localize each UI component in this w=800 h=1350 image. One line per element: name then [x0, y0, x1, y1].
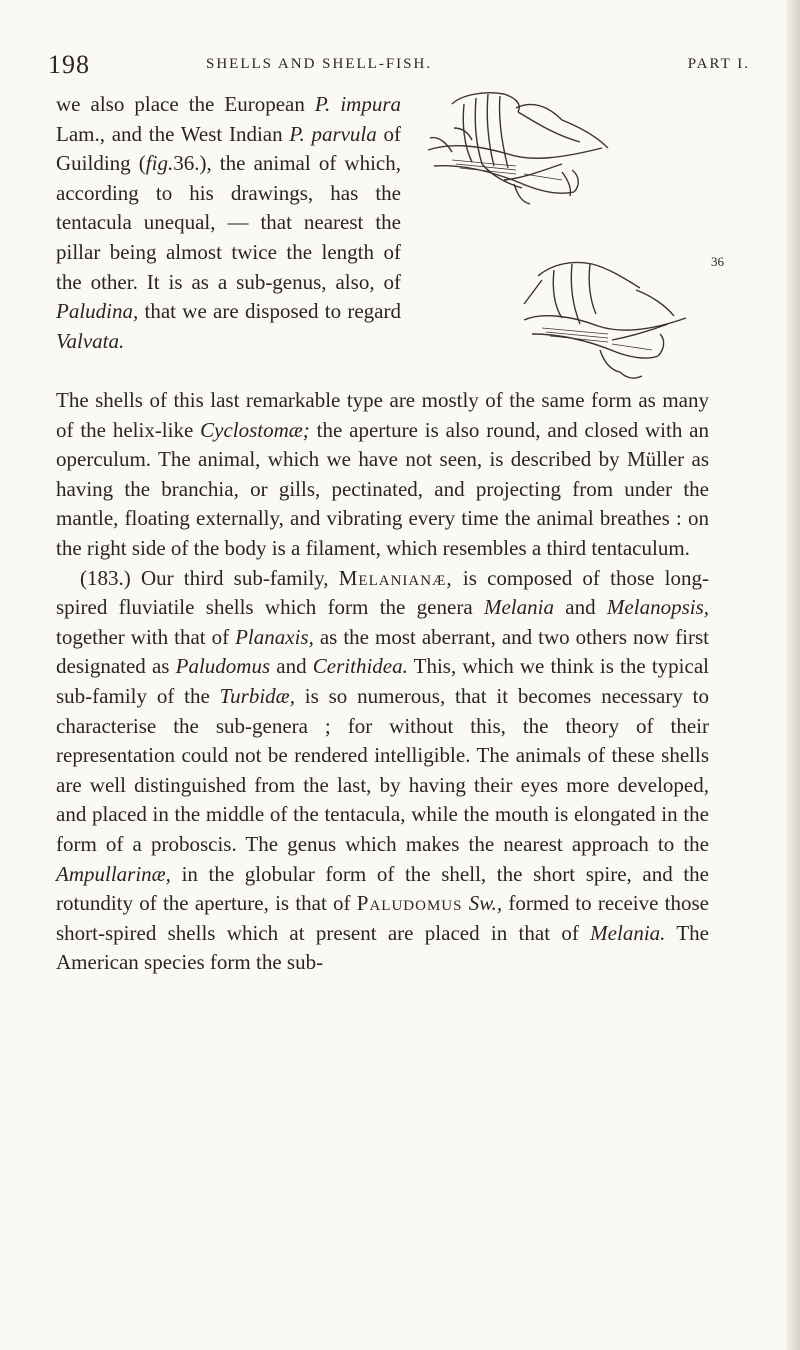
italic-run: Valvata. — [56, 328, 125, 353]
text-run: of Guilding ( — [56, 121, 402, 176]
italic-run: Cerithidea. — [312, 654, 408, 679]
text-run: in the globular form of the shell, the short spire, and the rotundity of the aperture, is that of — [56, 861, 709, 916]
text-run: The American species form the sub- — [56, 920, 709, 975]
small-caps-run: Melanianæ, — [338, 565, 453, 590]
text-run: that we are disposed to regard — [138, 299, 401, 324]
text-beside-figure — [56, 90, 401, 356]
italic-run: Sw., — [468, 891, 503, 916]
text-run: 36.), the animal of which, according to his drawings, has the tentacula unequal, — that nearest the pillar being almost twice the length of the other. It is as a sub-genus, also, of — [56, 151, 401, 294]
shell-figure-36 — [412, 84, 722, 384]
narrow-paragraph — [56, 90, 401, 356]
snail-illustration-icon — [412, 84, 722, 384]
italic-run: Melania. — [590, 920, 666, 945]
text-run: formed to receive those short-spired shells which at present are placed in that of — [56, 891, 709, 945]
paragraph-183 — [56, 564, 709, 978]
italic-run: Melania — [483, 595, 554, 620]
italic-run: Paludina, — [56, 299, 139, 324]
page-header — [48, 50, 750, 80]
main-text — [56, 386, 709, 978]
text-run: (183.) Our third sub-family, — [80, 565, 339, 590]
italic-run: P. parvula — [289, 121, 377, 146]
italic-run: Melanopsis, — [606, 595, 709, 620]
italic-run: Ampullarinæ, — [56, 861, 171, 886]
italic-run: fig. — [145, 151, 174, 176]
italic-run: P. impura — [314, 92, 402, 116]
text-run: the aperture is also round, and closed with an operculum. The animal, which we have not seen, is described by Müller as having the branchia, or gills, pectinated, and projecting from under the mantle, floating externally, and vibrating every time the animal breathes : on the right side of the body is a filament, which resembles a third tentaculum. — [56, 417, 709, 560]
text-run: together with that of — [56, 624, 236, 649]
text-run: is so numerous, that it becomes necessary to characterise the sub-genera ; for without this, the theory of their representation could not be rendered intelligible. The animals of these shells are well distinguished from the last, by having their eyes more developed, and placed in the middle of the tentacula, while the mouth is elongated in the form of a proboscis. The genus which makes the nearest approach to the — [56, 683, 709, 856]
running-title: SHELLS AND SHELL-FISH. — [206, 56, 433, 72]
text-run: we also place the European — [56, 92, 315, 116]
paragraph-valvata — [56, 386, 709, 564]
text-run: is composed of those long-spired fluviatile shells which form the genera — [56, 565, 709, 620]
text-run: This, which we think is the typical sub-family of the — [56, 654, 709, 708]
figure-number-label: 36 — [711, 254, 724, 269]
italic-run: Turbidæ, — [219, 683, 295, 708]
text-run: and — [270, 654, 313, 679]
text-run: and — [553, 595, 607, 620]
part-label: PART I. — [687, 56, 750, 72]
text-run: Lam., and the West Indian — [56, 121, 290, 146]
small-caps-run: Paludomus — [356, 891, 463, 916]
page-edge-shadow — [786, 0, 800, 1350]
italic-run: Paludomus — [175, 654, 271, 679]
italic-run: Cyclostomæ; — [200, 417, 310, 442]
text-run: The shells of this last remarkable type are mostly of the same form as many of the helix-like — [56, 388, 709, 442]
page-number: 198 — [48, 50, 90, 79]
italic-run: Planaxis, — [235, 624, 314, 649]
text-run: as the most aberrant, and two others now first designated as — [56, 624, 709, 679]
